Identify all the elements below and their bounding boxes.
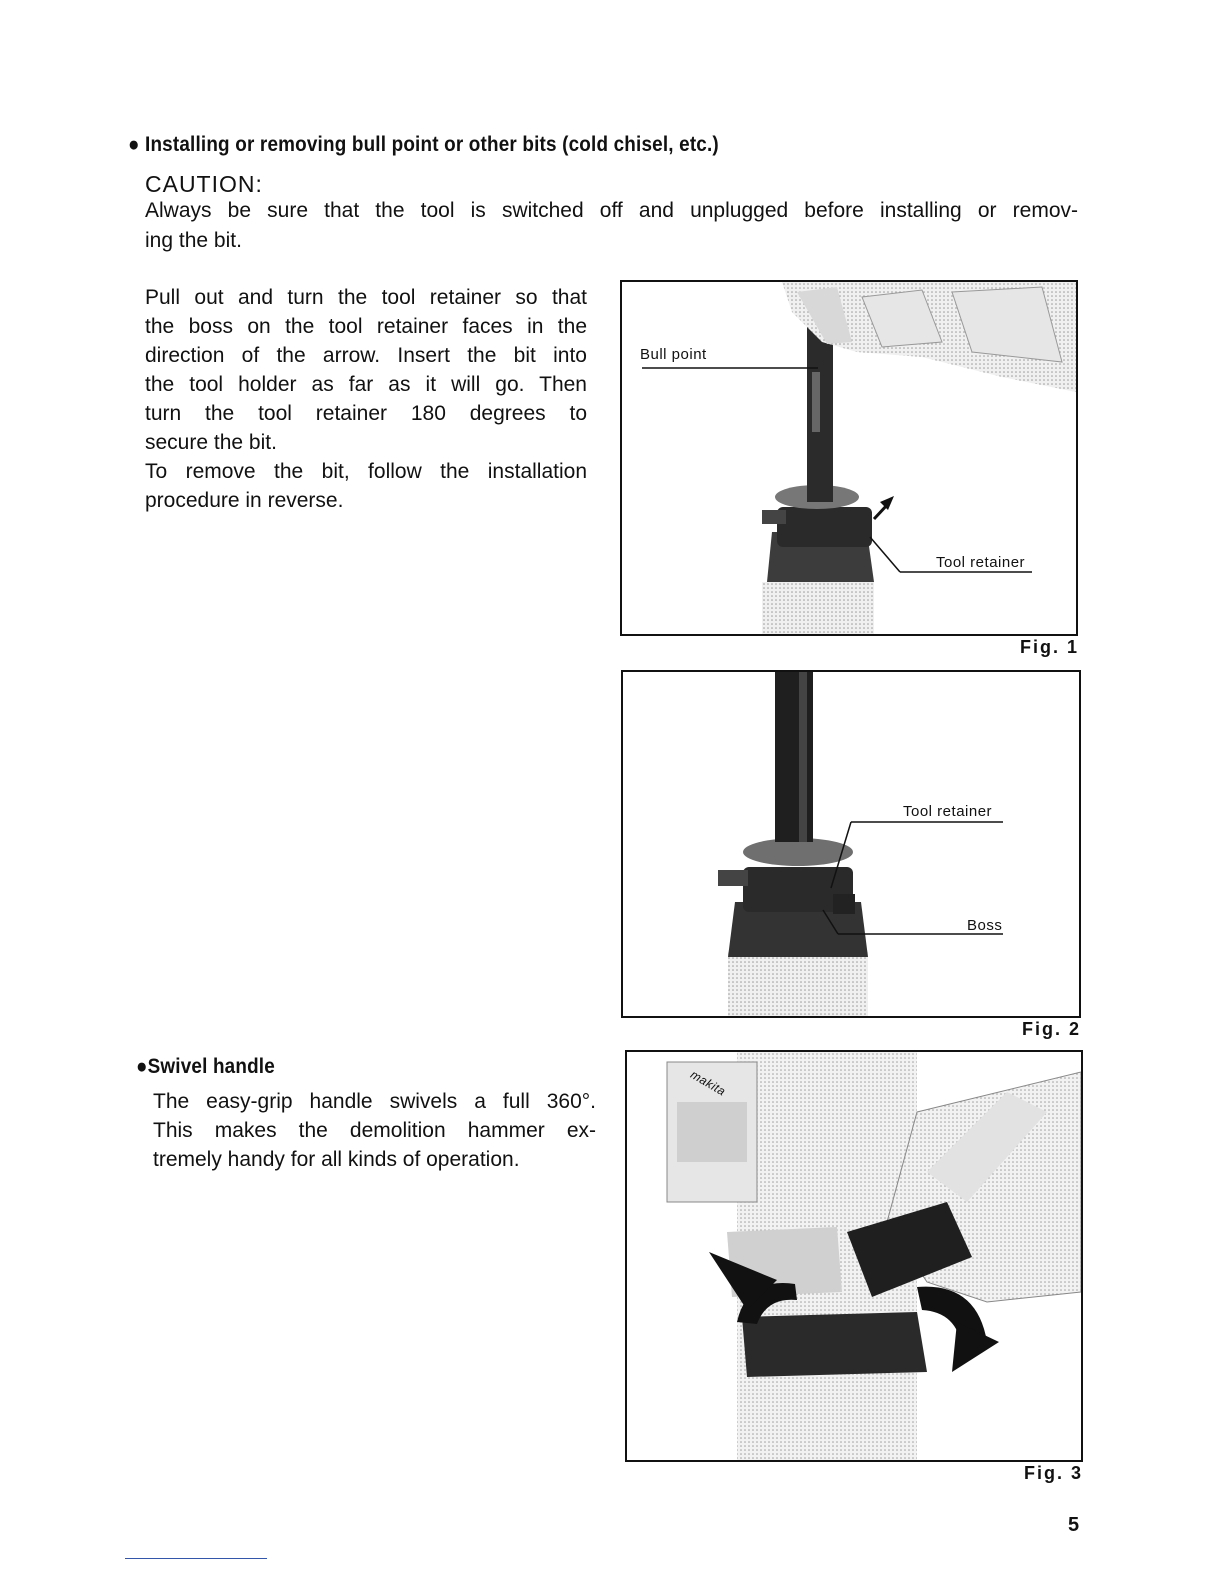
install-instructions — [145, 283, 587, 515]
label-tool-retainer: Tool retainer — [903, 803, 993, 820]
bullet: ● — [136, 1055, 148, 1078]
figure-3-caption: Fig. 3 — [1024, 1463, 1084, 1483]
figure-3 — [625, 1050, 1083, 1462]
instruction-line: To remove the bit, follow the installation — [145, 460, 587, 483]
figure-1 — [620, 280, 1078, 636]
footer-rule — [125, 1558, 267, 1559]
instruction-line: turn the tool retainer 180 degrees to — [145, 402, 587, 425]
label-tool-retainer: Tool retainer — [936, 554, 1026, 571]
swivel-line: tremely handy for all kinds of operation. — [153, 1148, 520, 1171]
instruction-line: Pull out and turn the tool retainer so that — [145, 286, 587, 309]
page-number: 5 — [1068, 1514, 1080, 1536]
instruction-line: direction of the arrow. Insert the bit into — [145, 344, 587, 367]
figure-1-caption: Fig. 1 — [1020, 637, 1080, 657]
label-bull-point: Bull point — [640, 346, 707, 363]
figure-3-illustration — [627, 1052, 1081, 1460]
instruction-line: secure the bit. — [145, 431, 277, 454]
instruction-line: procedure in reverse. — [145, 489, 344, 512]
figure-2-illustration — [623, 672, 1079, 1016]
swivel-line: This makes the demolition hammer ex- — [153, 1119, 596, 1142]
caution-text-line1: Always be sure that the tool is switched off and unplugged before installing or remov- — [145, 199, 1078, 222]
instruction-line: the tool holder as far as it will go. Then — [145, 373, 587, 396]
figure-2 — [621, 670, 1081, 1018]
brand-logo-text: makita — [688, 1067, 729, 1099]
label-boss: Boss — [967, 917, 1003, 934]
figure-2-caption: Fig. 2 — [1022, 1019, 1082, 1039]
figure-1-illustration — [622, 282, 1076, 634]
bullet: ● — [128, 133, 146, 156]
section-heading-install-bits: ● Installing or removing bull point or other bits (cold chisel, etc.) — [128, 133, 719, 156]
caution-text-line2: ing the bit. — [145, 229, 242, 252]
instruction-line: the boss on the tool retainer faces in the — [145, 315, 587, 338]
swivel-handle-text — [153, 1087, 596, 1174]
swivel-line: The easy-grip handle swivels a full 360°. — [153, 1090, 596, 1113]
section-heading-swivel-handle: ●Swivel handle — [136, 1055, 275, 1078]
caution-label: CAUTION: — [145, 171, 263, 197]
